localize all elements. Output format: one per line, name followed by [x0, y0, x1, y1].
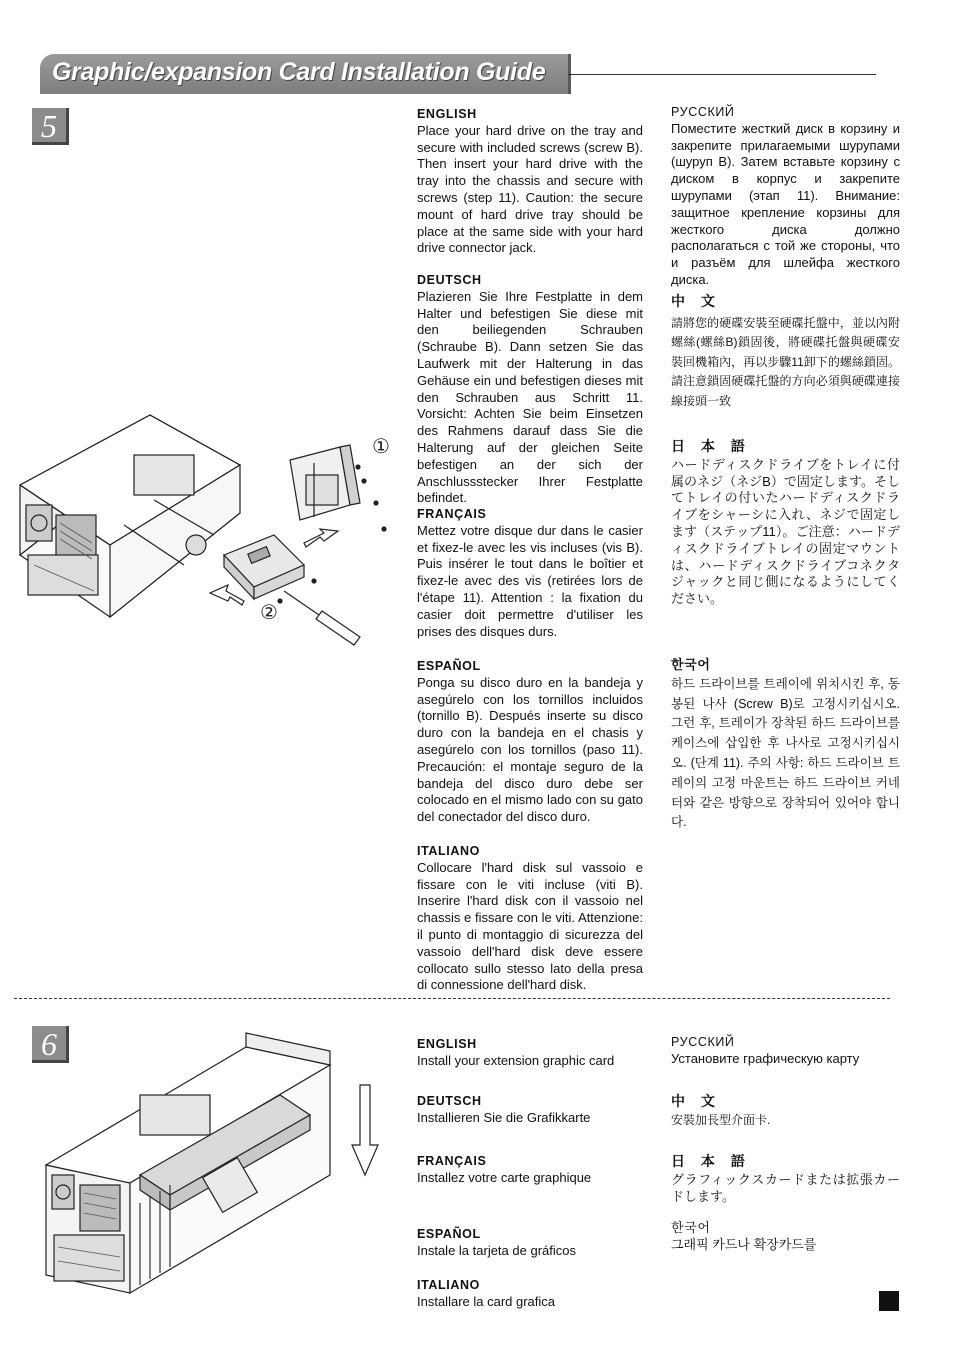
lang-text: Installieren Sie die Grafikkarte [417, 1109, 591, 1125]
lang-heading: 日 本 語 [671, 438, 751, 454]
lang-heading: ENGLISH [417, 107, 477, 121]
hard-drive-install-illustration [14, 405, 394, 650]
step6-francais [417, 1153, 643, 1187]
lang-heading: 한국어 [671, 1220, 711, 1235]
step-6-badge: 6 [32, 1026, 69, 1063]
step5-russian [671, 104, 900, 289]
lang-heading: ITALIANO [417, 1278, 480, 1292]
lang-text: Place your hard drive on the tray and secure with included screws (screw B). Then insert your hard drive with the tray into the chassis and secure with screws (step 11). Caution: the secure mount of hard drive tray should be place at the same side with your hard drive connector jack. [417, 122, 643, 256]
step-5-badge: 5 [32, 108, 69, 145]
step5-korean [671, 655, 900, 833]
lang-heading: ESPAÑOL [417, 659, 481, 673]
section-divider [14, 998, 890, 999]
lang-heading: 日 本 語 [671, 1153, 751, 1169]
lang-heading: 中 文 [671, 293, 721, 309]
lang-text: Plazieren Sie Ihre Festplatte in dem Halter und befestigen Sie diese mit den beiliegenden Schrauben (Schraube B). Dann setzen Sie das Laufwerk mit der Halterung in das Gehäuse ein und befestigen dieses mit den Schrauben aus Schritt 11. Vorsicht: Achten Sie beim Einsetzen des Rahmens darauf dass Sie die Halterung auf der gleichen Seite befestigen an der sich der Anschlussstecker Ihrer Festplatte befindet. [417, 288, 643, 506]
lang-text: Mettez votre disque dur dans le casier et fixez-le avec les vis incluses (vis B). Puis insérer le tout dans le boîtier et fixez-le avec des vis (retirées lors de l'étape 11). Attention : la fixation du casier doit permettre d'utiliser les prises des disques durs. [417, 522, 643, 639]
lang-heading: 한국어 [671, 657, 711, 672]
lang-heading: FRANÇAIS [417, 1154, 487, 1168]
lang-heading: ENGLISH [417, 1037, 477, 1051]
lang-text: Поместите жесткий диск в корзину и закрепите прилагаемыми шурупами (шуруп B). Затем вставьте корзину с диском в корпус и закрепите шурупами (этап 11). Внимание: защитное крепление корзины для жесткого диска должно располагаться с той же стороны, что и разъём для шлейфа жесткого диска. [671, 120, 900, 287]
lang-text: ハードディスクドライブをトレイに付属のネジ（ネジB）で固定します。そしてトレイの付いたハードディスクドライブをシャーシに入れ、ネジで固定します（ステップ11）。ご注意：ハードディスクドライブトレイの固定マウントは、ハードディスクドライブコネクタジャックと同じ側になるようにしてください。 [671, 456, 900, 607]
step6-korean [671, 1220, 900, 1254]
graphic-card-install-illustration [40, 1025, 390, 1300]
lang-heading: DEUTSCH [417, 1094, 482, 1108]
step6-italiano [417, 1277, 643, 1311]
lang-text: Collocare l'hard disk sul vassoio e fissare con le viti incluse (viti B). Inserire l'hard disk con il vassoio nel chassis e fissare con le viti. Attenzione: il punto di montaggio di sicurezza del vassoio dell'hard disk deve essere collocato sullo stesso lato della presa di connessione dell'hard disk. [417, 859, 643, 993]
step6-espanol [417, 1226, 643, 1260]
step5-espanol [417, 658, 643, 826]
step5-english [417, 106, 643, 257]
lang-text: 請將您的硬碟安裝至硬碟托盤中，並以內附螺絲(螺絲B)鎖固後，將硬碟托盤與硬碟安裝回機箱內，再以步驟11卸下的螺絲鎖固。請注意鎖固硬碟托盤的方向必須與硬碟連接線接頭一致 [671, 315, 900, 408]
step5-chinese [671, 292, 900, 411]
lang-heading: РУССКИЙ [671, 1035, 735, 1049]
lang-text: Installare la card grafica [417, 1293, 556, 1309]
step6-english [417, 1036, 643, 1070]
step5-japanese [671, 438, 900, 608]
step5-deutsch [417, 272, 643, 507]
step6-deutsch [417, 1093, 643, 1127]
lang-heading: DEUTSCH [417, 273, 482, 287]
lang-heading: ESPAÑOL [417, 1227, 481, 1241]
step6-russian [671, 1034, 900, 1068]
lang-text: グラフィックスカードまたは拡張カードします。 [671, 1171, 900, 1204]
step6-japanese [671, 1153, 900, 1205]
lang-text: Ponga su disco duro en la bandeja y asegúrelo con los tornillos incluidos (tornillo B). Después inserte su disco duro con la bandeja en el chasis y asegúrelo con los tornillos (paso 11). Precaución: el montaje seguro de la bandeja del disco duro debe ser colocado en el mismo lado con su gato del conectador del disco duro. [417, 674, 643, 825]
lang-text: 安裝加長型介面卡. [671, 1112, 771, 1127]
step6-chinese [671, 1093, 900, 1129]
step-marker-one: ① [372, 436, 390, 458]
lang-text: 하드 드라이브를 트레이에 위치시킨 후, 동봉된 나사 (Screw B)로 고정시키십시오. 그런 후, 트레이가 장착된 하드 드라이브를 케이스에 삽입한 후 나사로 고정시키십시오. (단계 11). 주의 사항: 하드 드라이브 트레이의 고정 마운트는 하드 드라이브 커네터와 같은 방향으로 장착되어 있어야 합니다. [671, 676, 900, 830]
step-marker-two: ② [260, 602, 278, 624]
lang-heading: FRANÇAIS [417, 507, 487, 521]
lang-text: Install your extension graphic card [417, 1052, 615, 1068]
lang-text: Instale la tarjeta de gráficos [417, 1242, 576, 1258]
lang-heading: РУССКИЙ [671, 105, 735, 119]
step5-francais [417, 506, 643, 640]
lang-heading: 中 文 [671, 1093, 721, 1109]
lang-text: Установите графическую карту [671, 1050, 860, 1066]
page-corner-marker [879, 1291, 899, 1311]
lang-text: 그래픽 카드나 확장카드를 [671, 1236, 817, 1252]
step5-italiano [417, 843, 643, 994]
page-title: Graphic/expansion Card Installation Guide [52, 58, 546, 86]
lang-heading: ITALIANO [417, 844, 480, 858]
lang-text: Installez votre carte graphique [417, 1169, 592, 1185]
header-rule [568, 74, 876, 75]
